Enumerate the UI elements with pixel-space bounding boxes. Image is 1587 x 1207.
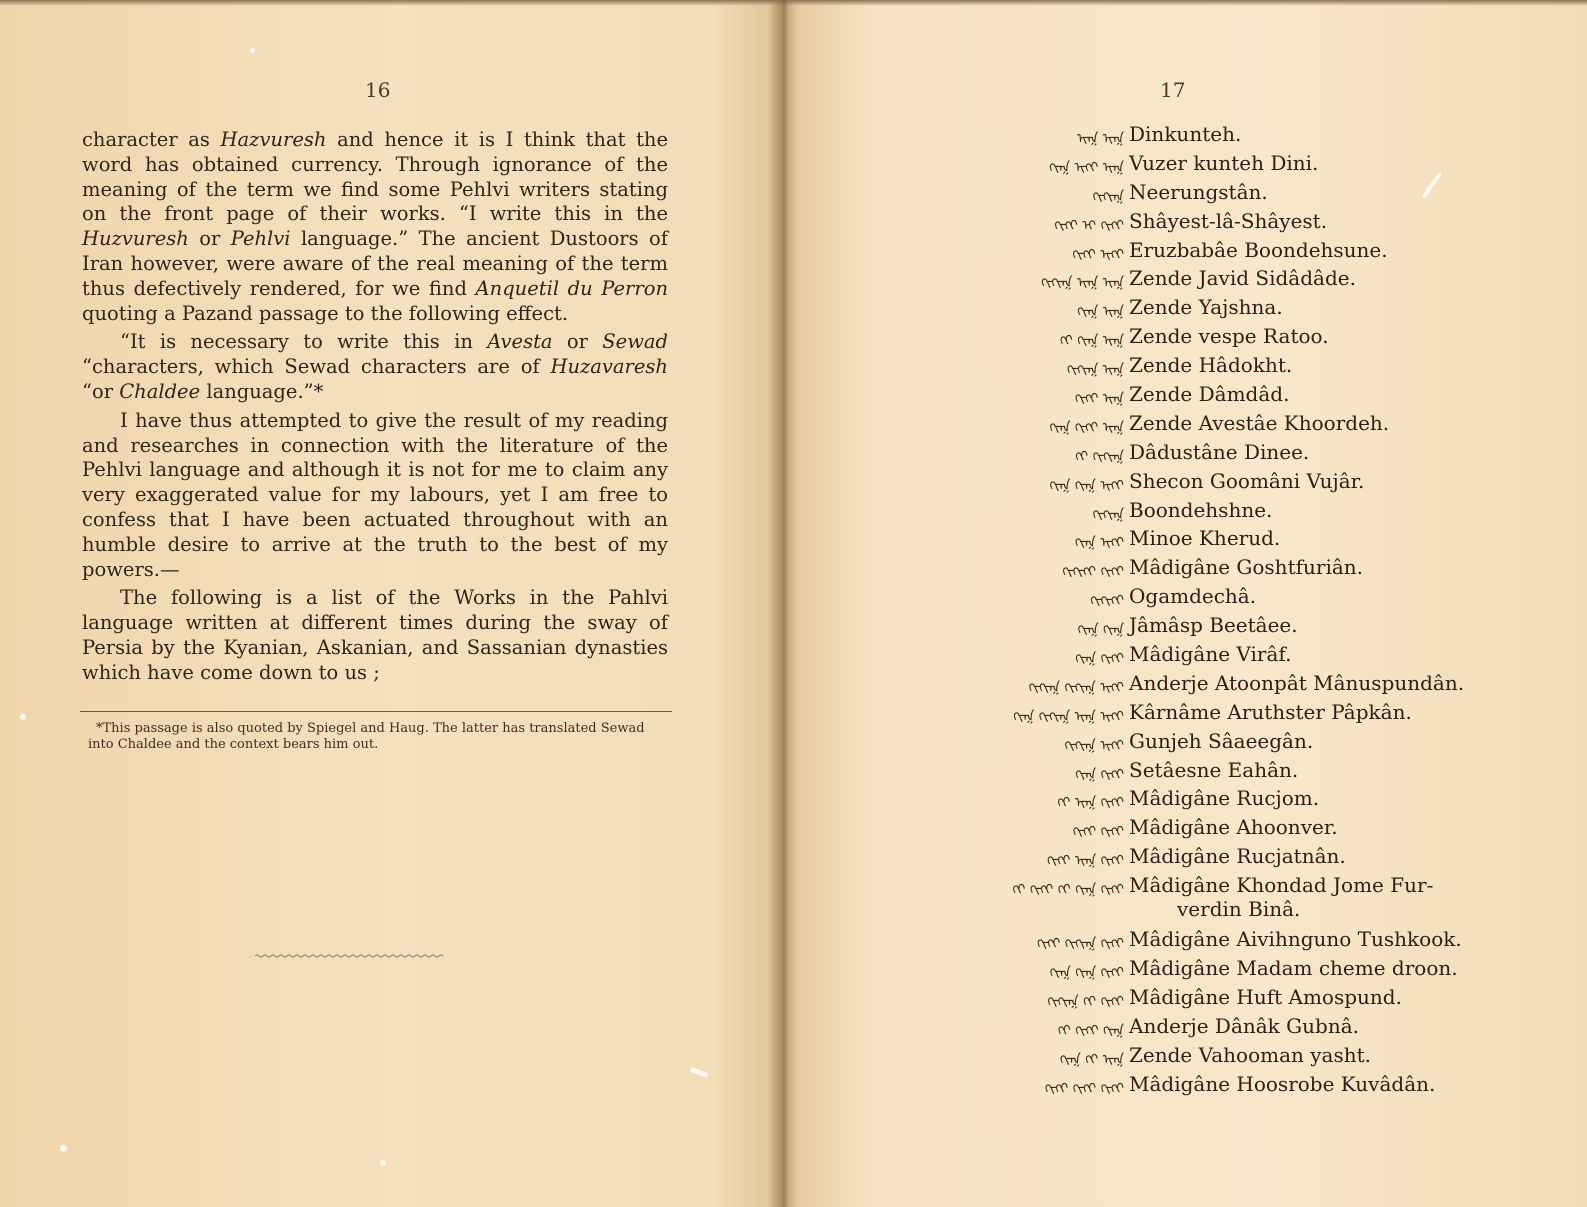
work-title: [1129, 1072, 1435, 1096]
pahlvi-script-title: ᡴᠢᡴᠢᡴ: [1092, 188, 1124, 205]
paragraph: [82, 586, 668, 685]
work-title: [1129, 815, 1338, 839]
text-run: The following is a list of the Works in the Pahlvi language written at different times during the sway of Persia by the Kyanian, Askanian, and Sassanian dynasties which have come down to us ;: [82, 586, 668, 684]
pahlvi-script-title: ᡴᠢᡴ ᡴᠢᡴᠢ ᠢᡴ: [1049, 419, 1124, 436]
work-entry: [800, 382, 1587, 411]
pahlvi-script-title: ᡴᠢ ᡴᠢᡴᠢ ᡴᠢᡴ: [1057, 1022, 1124, 1039]
work-entry: [800, 122, 1587, 151]
pahlvi-script-title: ᡴᠢᡴᠢ ᡴᠢᡴᠢ: [1072, 824, 1124, 841]
pahlvi-script-title: ᡴᠢᡴᠢᡴ: [1092, 506, 1124, 523]
work-entry: [800, 844, 1587, 873]
work-entry: [800, 786, 1587, 815]
pahlvi-script-title: ᡴᠢᡴᠢ ᠢᡴ ᡴᠢᡴᠢ: [1047, 853, 1124, 870]
text-run: language.”*: [200, 379, 324, 403]
work-entry: [800, 353, 1587, 382]
work-title: [1129, 671, 1464, 695]
work-title-line: Zende Avestâe Khoordeh.: [1129, 410, 1390, 435]
footnote: *This passage is also quoted by Spiegel and Haug. The latter has translated Sewad into Chaldee and the context bears him out.: [88, 721, 645, 752]
text-run: quoting a Pazand passage to the following effect.: [82, 301, 569, 325]
work-entry: [800, 180, 1587, 209]
work-title: [1129, 927, 1462, 951]
work-title-line: Zende Hâdokht.: [1129, 353, 1293, 378]
pahlvi-script-title: ᡴᠢᡴᠢ ᡴᠢᡴᠢᡴ ᡴᠢᡴᠢ: [1036, 936, 1124, 953]
italic-text: Hazvuresh: [220, 128, 327, 151]
works-list: [800, 122, 1587, 1101]
footnote-rule: [80, 711, 672, 712]
pahlvi-script-title: ᡴᠢᡴᠢᡴ ᠢᡴ: [1066, 362, 1124, 379]
work-entry: [800, 729, 1587, 758]
paper-speck: [20, 714, 26, 720]
work-title: [1129, 382, 1289, 406]
work-title: [1129, 1014, 1359, 1038]
pahlvi-script-title: ᡴᠢᡴ ᠢᡴᠢ: [1074, 535, 1124, 552]
book-gutter: [768, 0, 798, 1207]
italic-text: Anquetil du Perron: [475, 276, 668, 300]
text-run: “It is necessary to write this in: [120, 330, 488, 354]
pahlvi-script-title: ᡴᠢ ᠢᡴ ᡴᠢᡴᠢ: [1057, 795, 1124, 812]
work-title: [1129, 122, 1241, 146]
work-title: [1129, 1043, 1371, 1067]
pahlvi-script-title: ᡴᠢᡴᠢ ᠢᡴ: [1074, 391, 1124, 408]
italic-text: Huzvuresh: [82, 227, 189, 251]
work-entry: [800, 151, 1587, 180]
work-title-line: Zende vespe Ratoo.: [1129, 324, 1329, 349]
pahlvi-script-title: ᡴᠢᡴ ᡴᠢᡴ ᠢᡴᠢ: [1049, 477, 1124, 494]
work-title: [1129, 758, 1298, 782]
work-title-line: Zende Yajshna.: [1129, 295, 1283, 320]
work-title: [1129, 985, 1402, 1009]
work-title-line: Mâdigâne Aivihnguno Tushkook.: [1129, 927, 1462, 952]
work-title-line: Jâmâsp Beetâee.: [1129, 613, 1298, 638]
pahlvi-script-title: ᡴᠢᡴ ᡴᠢᡴ: [1077, 622, 1124, 639]
pahlvi-script-title: ᡴᠢᡴ ᡴᠢᡴᠢ: [1075, 766, 1124, 783]
pahlvi-script-title: ᡴᠢ ᡴᠢᡴᠢᡴ: [1075, 448, 1124, 465]
work-title-line: Dâdustâne Dinee.: [1129, 439, 1310, 464]
italic-text: Chaldee: [119, 379, 201, 403]
work-entry: [800, 526, 1587, 555]
work-title: [1129, 613, 1298, 637]
work-title-line: Dinkunteh.: [1129, 122, 1242, 146]
work-title-line: Zende Dâmdâd.: [1129, 382, 1290, 407]
pahlvi-script-title: ᡴᠢᡴᠢᡴ ᡴᠢᡴᠢᡴ ᠢᡴᠢ: [1028, 679, 1124, 696]
work-title-line: Anderje Dânâk Gubnâ.: [1129, 1013, 1359, 1038]
work-title: [1129, 956, 1458, 980]
work-title-continuation: verdin Binâ.: [1177, 897, 1301, 922]
left-page: [0, 0, 770, 1207]
pahlvi-script-title: ᡴᠢ ᡴᠢᡴ ᠢᡴ: [1059, 333, 1124, 350]
text-run: language.” The ancient Dustoors of Iran however, were aware of the real meaning of the term thus defectively rendered, for we find: [82, 227, 668, 300]
work-entry: [800, 295, 1587, 324]
pahlvi-script-title: ᡴᠢᡴ ᡴᠢᡴᠢ: [1075, 651, 1124, 668]
paragraph: [82, 330, 668, 404]
pahlvi-script-title: ᡴᠢᡴᠢᡴ ᠢᡴᠢ: [1064, 737, 1124, 754]
work-title-line: Mâdigâne Goshtfuriân.: [1129, 555, 1364, 580]
decorative-rule: [255, 953, 445, 959]
work-title-line: Zende Vahooman yasht.: [1129, 1042, 1371, 1067]
text-run: “or: [82, 379, 120, 403]
pahlvi-script-title: ᡴᠢᡴᠢ ᠢᡴᠢ: [1072, 246, 1124, 263]
work-entry: [800, 613, 1587, 642]
work-entry: [800, 1043, 1587, 1072]
pahlvi-script-title: ᡴᠢᡴᠢᡴᠢ ᡴᠢᡴᠢ: [1062, 564, 1124, 581]
work-entry: [800, 584, 1587, 613]
right-page: [800, 0, 1587, 1207]
work-entry: [800, 1014, 1587, 1043]
work-title-line: Mâdigâne Madam cheme droon.: [1129, 956, 1458, 981]
work-title-line: Shâyest-lâ-Shâyest.: [1129, 208, 1328, 233]
work-title-line: Gunjeh Sâaeegân.: [1129, 728, 1314, 753]
work-title: [1129, 238, 1388, 262]
text-run: or: [188, 227, 231, 251]
work-entry: [800, 815, 1587, 844]
work-entry: [800, 238, 1587, 267]
work-title: [1129, 555, 1363, 579]
work-title: [1129, 180, 1268, 204]
paragraph: [82, 409, 668, 583]
work-title-line: Setâesne Eahân.: [1129, 757, 1299, 782]
work-title-line: Mâdigâne Rucjatnân.: [1129, 844, 1346, 869]
work-title-line: Anderje Atoonpât Mânuspundân.: [1129, 670, 1465, 695]
work-title-line: Ogamdechâ.: [1129, 584, 1257, 609]
italic-text: Sewad: [602, 330, 668, 354]
work-title: [1129, 209, 1327, 233]
text-run: character as: [82, 128, 221, 151]
pahlvi-script-title: ᡴᠢᡴ ᠢᡴᠢ ᠢᡴ: [1049, 159, 1124, 176]
work-title: [1129, 584, 1256, 608]
text-run: and hence it is I think that the word has obtained currency. Through ignorance of the meaning of the term we find some Pehlvi writers stating on the front page of their works. “I write this in the: [82, 128, 668, 226]
work-entry: [800, 671, 1587, 700]
work-title-line: Mâdigâne Virâf.: [1129, 642, 1292, 667]
work-title-line: Mâdigâne Rucjom.: [1129, 786, 1320, 811]
pahlvi-script-title: ᡴᠢᡴᠢ ᠢ ᡴᠢᡴᠢ: [1054, 217, 1124, 234]
work-entry: [800, 642, 1587, 671]
work-title: [1129, 266, 1356, 290]
text-run: I have thus attempted to give the result of my reading and researches in connection with the literature of the Pehlvi language and although it is not for me to claim any very exaggerated value for my labours, yet I am free to confess that I have been actuated throughout with an humble desire to arrive at the truth to the best of my powers.—: [82, 408, 668, 581]
page-number: 16: [365, 78, 391, 102]
work-title-line: Mâdigâne Hoosrobe Kuvâdân.: [1129, 1071, 1436, 1096]
work-entry: [800, 266, 1587, 295]
pahlvi-script-title: ᡴᠢᡴ ᠢᡴ: [1077, 304, 1124, 321]
work-entry: [800, 411, 1587, 440]
work-entry: [800, 758, 1587, 787]
pahlvi-script-title: ᠢᡴ ᠢᡴ: [1076, 131, 1124, 147]
pahlvi-script-title: ᡴᠢᡴ ᡴᠢᡴ ᡴᠢᡴᠢ: [1049, 965, 1124, 982]
work-title: [1129, 873, 1461, 921]
work-entry: [800, 873, 1587, 927]
work-title-line: Eruzbabâe Boondehsune.: [1129, 237, 1388, 262]
paragraph: [82, 128, 668, 326]
work-title: [1129, 642, 1291, 666]
work-entry: [800, 956, 1587, 985]
work-title-line: Shecon Goomâni Vujâr.: [1129, 468, 1365, 493]
pahlvi-script-title: ᡴᠢᡴ ᡴᠢᡴᠢᡴ ᠢᡴ ᠢᡴᠢ: [1013, 708, 1124, 725]
pahlvi-script-title: ᡴᠢᡴᠢ ᡴᠢᡴᠢ ᡴᠢᡴᠢ: [1044, 1080, 1124, 1097]
paper-speck: [380, 1160, 386, 1166]
pahlvi-script-title: ᡴᠢᡴ ᡴᠢ ᠢᡴ: [1059, 1051, 1124, 1068]
work-entry: [800, 555, 1587, 584]
pahlvi-script-title: ᡴᠢᡴᠢᡴᠢ: [1090, 593, 1124, 610]
italic-text: Pehlvi: [230, 227, 291, 251]
paper-speck: [60, 1145, 67, 1152]
pahlvi-script-title: ᡴᠢᡴᠢᡴ ᠢᡴ ᠢᡴ: [1041, 275, 1124, 292]
text-run: or: [552, 330, 603, 354]
work-title: [1129, 700, 1412, 724]
work-title-line: Zende Javid Sidâdâde.: [1129, 266, 1356, 291]
work-title: [1129, 844, 1346, 868]
paper-speck: [250, 48, 255, 53]
italic-text: Avesta: [487, 330, 553, 354]
body-text: [82, 128, 668, 690]
work-title-line: Mâdigâne Khondad Jome Fur-: [1129, 873, 1434, 898]
work-title-line: Kârnâme Aruthster Pâpkân.: [1129, 699, 1412, 724]
work-title: [1129, 729, 1313, 753]
work-title-line: Mâdigâne Huft Amospund.: [1129, 984, 1402, 1009]
pahlvi-script-title: ᡴᠢ ᡴᠢᡴᠢ ᡴᠢ ᡴᠢᡴ ᡴᠢᡴᠢ: [1012, 882, 1124, 899]
work-title: [1129, 498, 1272, 522]
work-title-line: Minoe Kherud.: [1129, 526, 1281, 551]
work-title: [1129, 786, 1319, 810]
work-title-line: Vuzer kunteh Dini.: [1129, 150, 1319, 175]
work-entry: [800, 927, 1587, 956]
work-title: [1129, 151, 1318, 175]
pahlvi-script-title: ᡴᠢᡴᠢᡴ ᡴᠢ ᡴᠢᡴᠢ: [1047, 993, 1124, 1010]
work-entry: [800, 985, 1587, 1014]
work-title: [1129, 353, 1292, 377]
work-title: [1129, 440, 1309, 464]
page-number: 17: [1160, 78, 1186, 102]
work-title: [1129, 295, 1283, 319]
work-entry: [800, 498, 1587, 527]
work-entry: [800, 700, 1587, 729]
text-run: “characters, which Sewad characters are of: [82, 355, 551, 379]
work-entry: [800, 1072, 1587, 1101]
work-entry: [800, 209, 1587, 238]
work-title-line: Boondehshne.: [1129, 497, 1273, 522]
work-title-line: Neerungstân.: [1129, 179, 1268, 204]
italic-text: Huzavaresh: [550, 355, 668, 379]
work-title: [1129, 469, 1364, 493]
work-title-line: Mâdigâne Ahoonver.: [1129, 815, 1338, 840]
work-entry: [800, 440, 1587, 469]
work-entry: [800, 324, 1587, 353]
work-title: [1129, 526, 1280, 550]
work-title: [1129, 324, 1329, 348]
work-title: [1129, 411, 1389, 435]
work-entry: [800, 469, 1587, 498]
